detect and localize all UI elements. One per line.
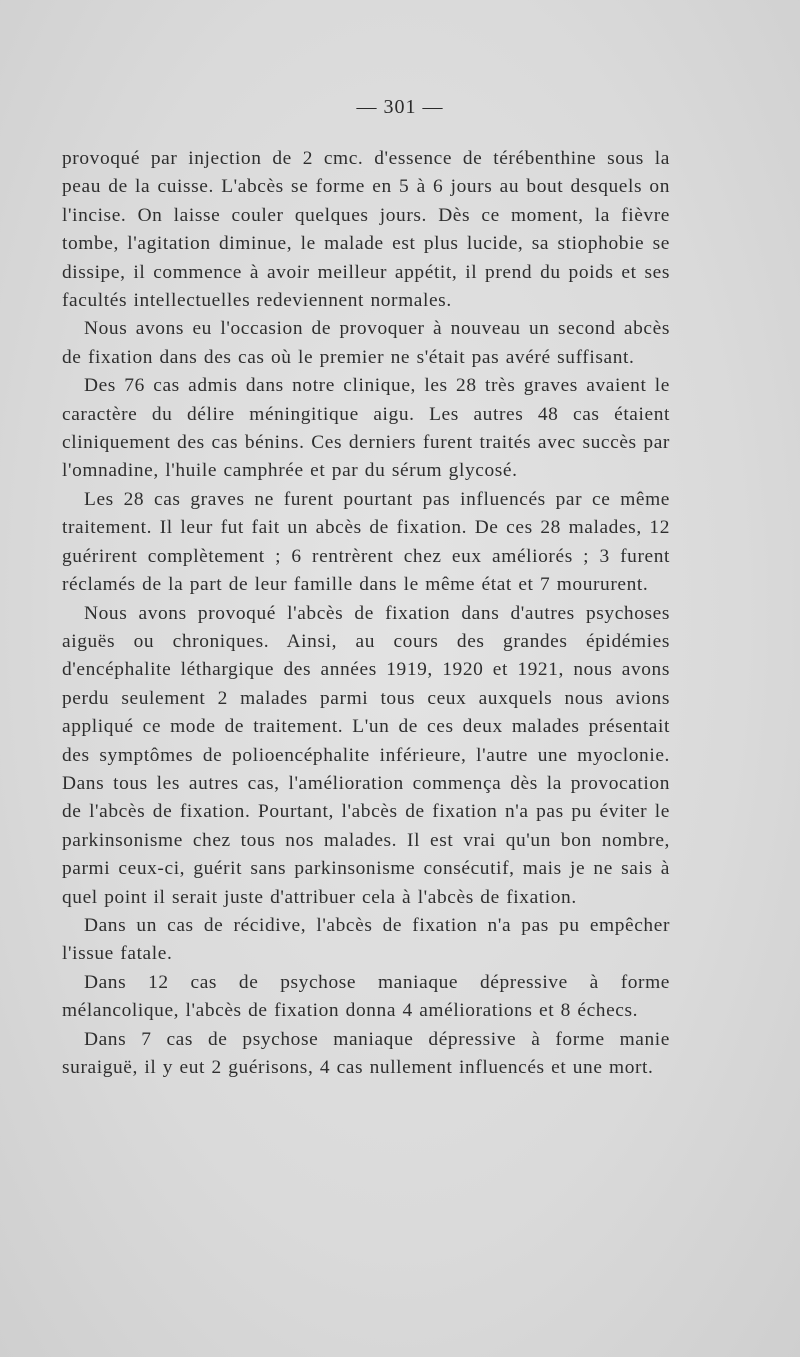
paragraph-7: Dans 12 cas de psychose maniaque dépressive à forme mélancolique, l'abcès de fixation donna 4 améliorations et 8 échecs. [62,971,670,1022]
page-number: — 301 — [356,96,444,118]
paragraph-8: Dans 7 cas de psychose maniaque dépressive à forme manie suraiguë, il y eut 2 guérisons, 4 cas nullement influencés et une mort. [62,1028,670,1078]
paragraph-4: Les 28 cas graves ne furent pourtant pas influencés par ce même traitement. Il leur fut fait un abcès de fixation. De ces 28 malades, 12 guérirent complètement ; 6 rentrèrent chez eux améliorés ; 3 furent réclamés de la part de leur famille dans le même état et 7 moururent. [62,488,670,596]
body-text [62,145,670,1082]
paragraph-3: Des 76 cas admis dans notre clinique, les 28 très graves avaient le caractère du délire méningitique aigu. Les autres 48 cas étaient cliniquement des cas bénins. Ces derniers furent traités avec succès par l'omnadine, l'huile camphrée et par du sérum glycosé. [62,375,670,482]
paragraph-5: Nous avons provoqué l'abcès de fixation dans d'autres psychoses aiguës ou chroniques. Ainsi, au cours des grandes épidémies d'encéphalite léthargique des années 1919, 1920 et 1921, nous avons perdu seulement 2 malades parmi tous ceux auxquels nous avions appliqué ce mode de traitement. L'un de ces deux malades présentait des symptômes de polioencéphalite inférieure, l'autre une myoclonie. Dans tous les autres cas, l'amélioration commença dès la provocation de l'abcès de fixation. Pourtant, l'abcès de fixation n'a pas pu éviter le parkinsonisme chez tous nos malades. Il est vrai qu'un bon nombre, parmi ceux-ci, guérit sans parkinsonisme consécutif, mais je ne sais à quel point il serait juste d'attribuer cela à l'abcès de fixation. [62,602,670,908]
paragraph-1: provoqué par injection de 2 cmc. d'essence de térébenthine sous la peau de la cuisse. L'abcès se forme en 5 à 6 jours au bout desquels on l'incise. On laisse couler quelques jours. Dès ce moment, la fièvre tombe, l'agitation diminue, le malade est plus lucide, sa stiophobie se dissipe, il commence à avoir meilleur appétit, il prend du poids et ses facultés intellectuelles redeviennent normales. [62,148,670,312]
paragraph-2: Nous avons eu l'occasion de provoquer à nouveau un second abcès de fixation dans des cas où le premier ne s'était pas avéré suffisant. [62,318,670,368]
paragraph-6: Dans un cas de récidive, l'abcès de fixation n'a pas pu empêcher l'issue fatale. [62,914,670,965]
